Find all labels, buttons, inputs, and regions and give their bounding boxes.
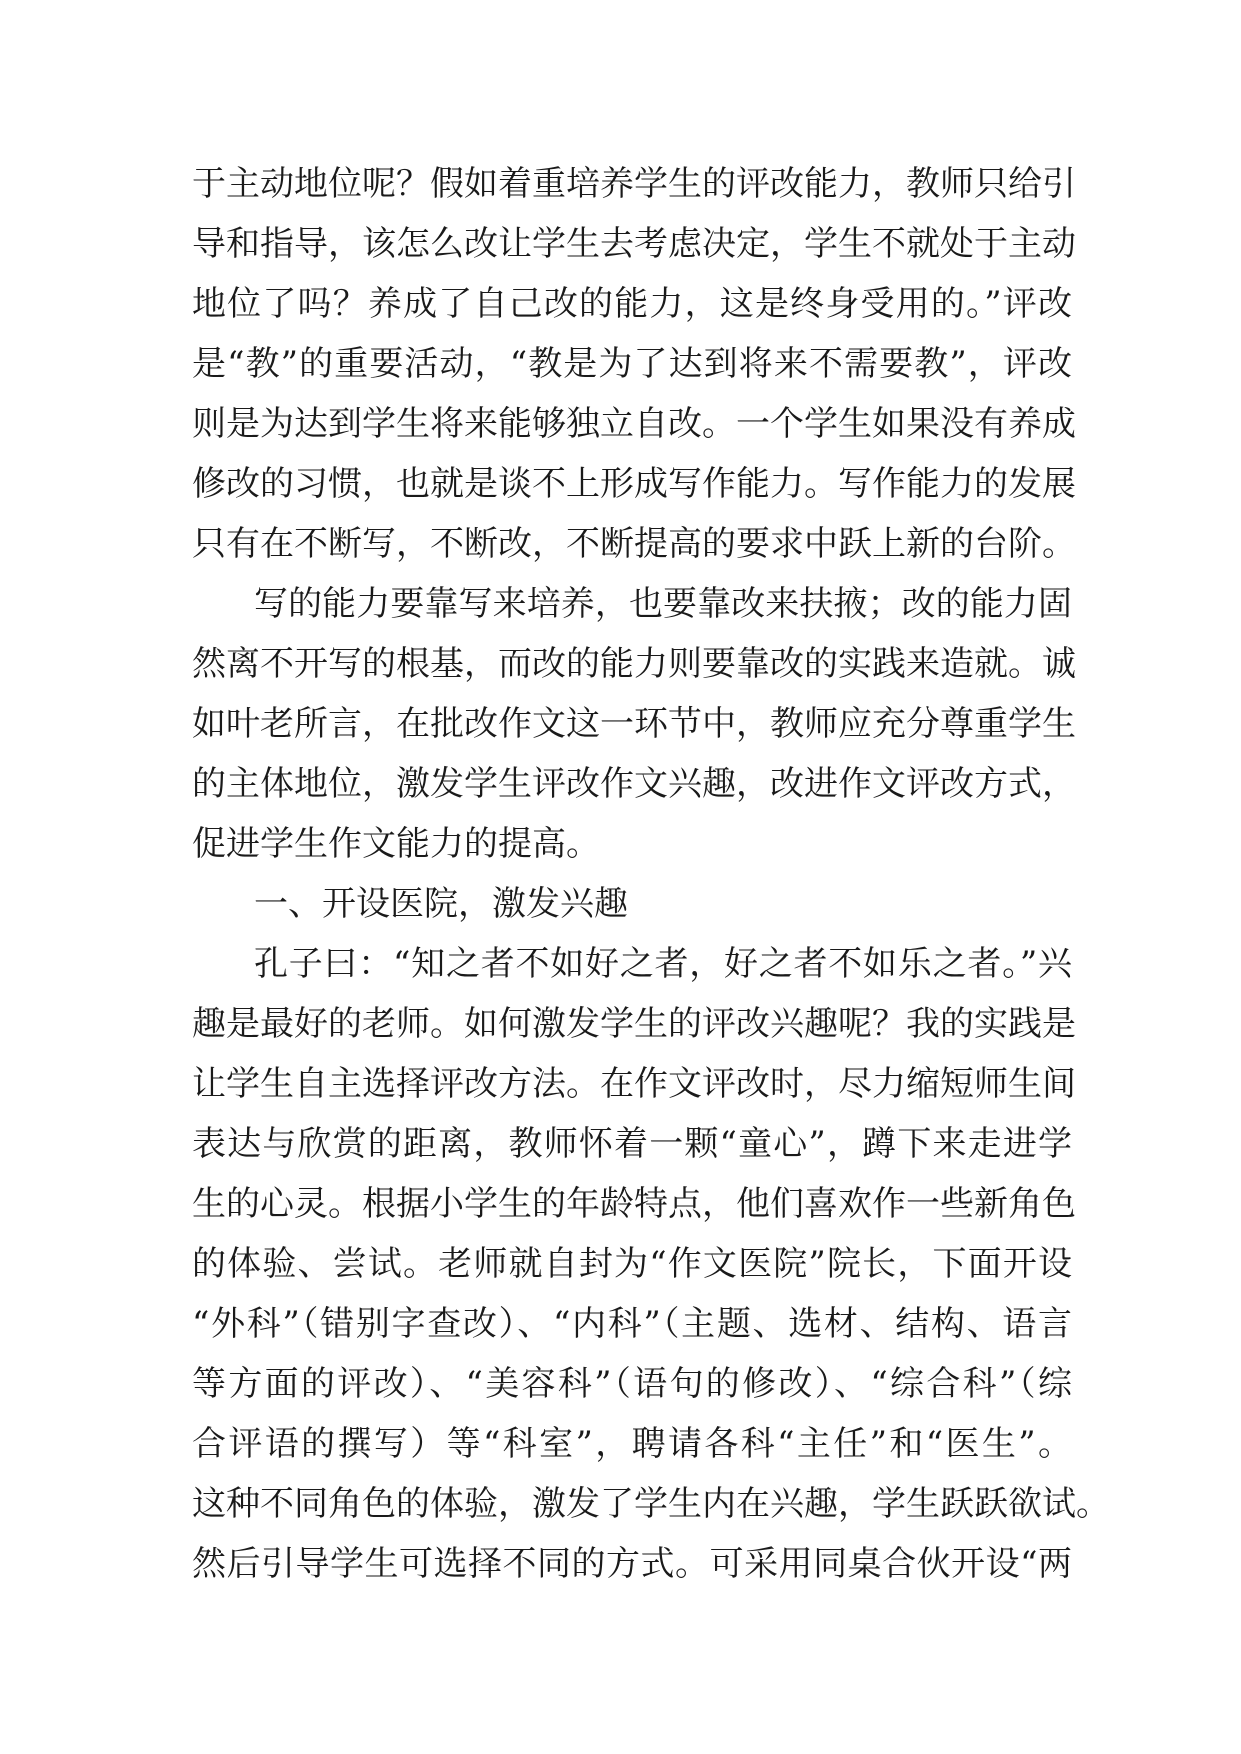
text-line: 表达与欣赏的距离，教师怀着一颗“童心”，蹲下来走进学 bbox=[192, 1124, 1072, 1164]
text-line: 然离不开写的根基，而改的能力则要靠改的实践来造就。诚 bbox=[192, 644, 1076, 684]
text-line: 于主动地位呢？假如着重培养学生的评改能力，教师只给引 bbox=[192, 164, 1076, 204]
text-line: 生的心灵。根据小学生的年龄特点，他们喜欢作一些新角色 bbox=[192, 1184, 1076, 1224]
text-line: 修改的习惯，也就是谈不上形成写作能力。写作能力的发展 bbox=[192, 464, 1076, 504]
text-line: 然后引导学生可选择不同的方式。可采用同桌合伙开设“两 bbox=[192, 1544, 1072, 1584]
text-line: 这种不同角色的体验，激发了学生内在兴趣，学生跃跃欲试。 bbox=[192, 1484, 1110, 1524]
text-line: 则是为达到学生将来能够独立自改。一个学生如果没有养成 bbox=[192, 404, 1076, 444]
text-line: 合评语的撰写）等“科室”，聘请各科“主任”和“医生”。 bbox=[192, 1424, 1072, 1464]
text-line: 趣是最好的老师。如何激发学生的评改兴趣呢？我的实践是 bbox=[192, 1004, 1076, 1044]
text-line: 的主体地位，激发学生评改作文兴趣，改进作文评改方式， bbox=[192, 764, 1076, 804]
paragraph-first-line: 孔子曰：“知之者不如好之者，好之者不如乐之者。”兴 bbox=[254, 944, 1072, 984]
text-line: “外科”（错别字查改）、“内科”（主题、选材、结构、语言 bbox=[192, 1304, 1072, 1344]
text-line: 促进学生作文能力的提高。 bbox=[192, 824, 600, 864]
text-line: 让学生自主选择评改方法。在作文评改时，尽力缩短师生间 bbox=[192, 1064, 1076, 1104]
body-text bbox=[192, 154, 1110, 1594]
text-line: 只有在不断写，不断改，不断提高的要求中跃上新的台阶。 bbox=[192, 524, 1076, 564]
text-line: 的体验、尝试。老师就自封为“作文医院”院长，下面开设 bbox=[192, 1244, 1072, 1284]
text-line: 是“教”的重要活动，“教是为了达到将来不需要教”，评改 bbox=[192, 344, 1072, 384]
text-line: 导和指导，该怎么改让学生去考虑决定，学生不就处于主动 bbox=[192, 224, 1076, 264]
paragraph-first-line: 写的能力要靠写来培养，也要靠改来扶掖；改的能力固 bbox=[254, 584, 1072, 624]
text-line: 地位了吗？养成了自己改的能力，这是终身受用的。”评改 bbox=[192, 284, 1072, 324]
text-line: 如叶老所言，在批改作文这一环节中，教师应充分尊重学生 bbox=[192, 704, 1076, 744]
section-heading: 一、开设医院，激发兴趣 bbox=[254, 884, 628, 924]
text-line: 等方面的评改）、“美容科”（语句的修改）、“综合科”（综 bbox=[192, 1364, 1072, 1404]
